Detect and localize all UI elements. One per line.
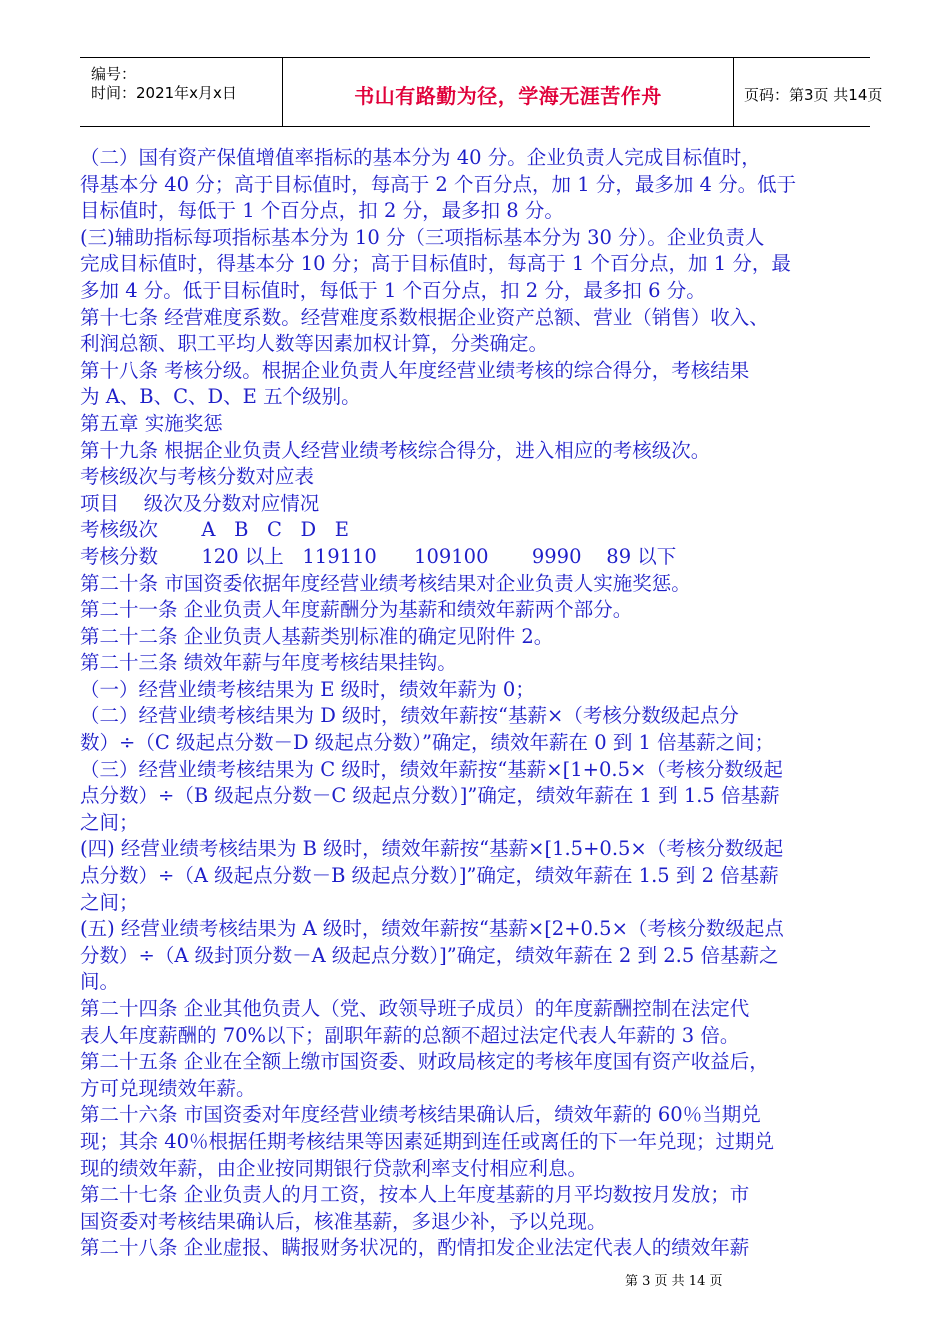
text-line: 之间； [80, 890, 139, 914]
article-25: 第二十五条 企业在全额上缴市国资委、财政局核定的考核年度国有资产收益后， [80, 1050, 769, 1074]
text-line: （三）经营业绩考核结果为 C 级时，绩效年薪按“基薪×[1+0.5×（考核分数级起 [80, 757, 783, 781]
text-line: 点分数）÷（A 级起点分数－B 级起点分数）]”确定，绩效年薪在 1.5 到 2 倍基薪 [80, 864, 779, 888]
table-row-scores: 考核分数 120 以上 119110 109100 9990 89 以下 [80, 544, 677, 568]
article-24: 第二十四条 企业其他负责人（党、政领导班子成员）的年度薪酬控制在法定代 [80, 997, 750, 1020]
header-motto: 书山有路勤为径，学海无涯苦作舟 [354, 84, 662, 108]
article-26: 第二十六条 市国资委对年度经营业绩考核结果确认后，绩效年薪的 60％当期兑 [80, 1103, 761, 1127]
header-page-code: 页码：第3页 共14页 [744, 86, 883, 104]
article-19: 第十九条 根据企业负责人经营业绩考核综合得分，进入相应的考核级次。 [80, 438, 711, 462]
text-line: 利润总额、职工平均人数等因素加权计算，分类确定。 [80, 332, 549, 356]
text-line: 现；其余 40％根据任期考核结果等因素延期到连任或离任的下一年兑现；过期兑 [80, 1129, 775, 1153]
article-20: 第二十条 市国资委依据年度经营业绩考核结果对企业负责人实施奖惩。 [80, 571, 691, 595]
text-line: 分数）÷（A 级封顶分数－A 级起点分数）]”确定，绩效年薪在 2 到 2.5 倍基薪之 [80, 943, 779, 967]
text-line: (四) 经营业绩考核结果为 B 级时，绩效年薪按“基薪×[1.5+0.5×（考核分数级起 [80, 837, 784, 861]
text-line: （二）经营业绩考核结果为 D 级时，绩效年薪按“基薪×（考核分数级起点分 [80, 704, 739, 728]
text-line: （二）国有资产保值增值率指标的基本分为 40 分。企业负责人完成目标值时， [80, 146, 761, 169]
table-header-row: 项目 级次及分数对应情况 [80, 491, 320, 515]
article-22: 第二十二条 企业负责人基薪类别标准的确定见附件 2。 [80, 624, 554, 648]
text-line: 数）÷（C 级起点分数－D 级起点分数）”确定，绩效年薪在 0 到 1 倍基薪之间； [80, 731, 775, 755]
text-line: 目标值时，每低于 1 个百分点，扣 2 分，最多扣 8 分。 [80, 199, 564, 223]
table-row-levels: 考核级次 A B C D E [80, 518, 349, 542]
header-left-cell [80, 58, 283, 126]
header-right-cell [734, 58, 883, 126]
text-line: 得基本分 40 分；高于目标值时，每高于 2 个百分点，加 1 分，最多加 4 分。低于 [80, 172, 797, 196]
chapter-heading: 第五章 实施奖惩 [80, 411, 223, 435]
text-line: 为 A、B、C、D、E 五个级别。 [80, 385, 361, 409]
table-title: 考核级次与考核分数对应表 [80, 465, 315, 489]
article-18: 第十八条 考核分级。根据企业负责人年度经营业绩考核的综合得分，考核结果 [80, 358, 750, 382]
footer-page-number: 第 3 页 共 14 页 [625, 1274, 723, 1289]
text-line: 国资委对考核结果确认后，核准基薪，多退少补，予以兑现。 [80, 1209, 607, 1233]
page-header [80, 57, 883, 127]
article-21: 第二十一条 企业负责人年度薪酬分为基薪和绩效年薪两个部分。 [80, 598, 633, 622]
text-line: 之间； [80, 810, 139, 834]
text-line: （一）经营业绩考核结果为 E 级时，绩效年薪为 0； [80, 677, 535, 701]
article-23: 第二十三条 绩效年薪与年度考核结果挂钩。 [80, 651, 457, 675]
text-line: 方可兑现绩效年薪。 [80, 1076, 256, 1100]
text-line: 间。 [80, 970, 120, 994]
text-line: 表人年度薪酬的 70%以下；副职年薪的总额不超过法定代表人年薪的 3 倍。 [80, 1023, 740, 1047]
document-time-label: 时间：2021年x月x日 [91, 84, 237, 102]
header-motto-cell [283, 58, 734, 126]
text-line: (三)辅助指标每项指标基本分为 10 分（三项指标基本分为 30 分）。企业负责人 [80, 225, 765, 249]
document-number-label: 编号： [91, 65, 137, 83]
text-line: (五) 经营业绩考核结果为 A 级时，绩效年薪按“基薪×[2+0.5×（考核分数级起点 [80, 917, 784, 941]
text-line: 现的绩效年薪，由企业按同期银行贷款利率支付相应利息。 [80, 1156, 588, 1180]
text-line: 多加 4 分。低于目标值时，每低于 1 个百分点，扣 2 分，最多扣 6 分。 [80, 278, 706, 302]
text-line: 点分数）÷（B 级起点分数－C 级起点分数）]”确定，绩效年薪在 1 到 1.5 倍基薪 [80, 784, 780, 808]
article-17: 第十七条 经营难度系数。经营难度系数根据企业资产总额、营业（销售）收入、 [80, 305, 769, 329]
article-28: 第二十八条 企业虚报、瞒报财务状况的，酌情扣发企业法定代表人的绩效年薪 [80, 1236, 750, 1260]
text-line: 完成目标值时，得基本分 10 分；高于目标值时，每高于 1 个百分点，加 1 分，最 [80, 252, 791, 276]
article-27: 第二十七条 企业负责人的月工资，按本人上年度基薪的月平均数按月发放；市 [80, 1183, 750, 1207]
document-body [80, 145, 880, 1262]
